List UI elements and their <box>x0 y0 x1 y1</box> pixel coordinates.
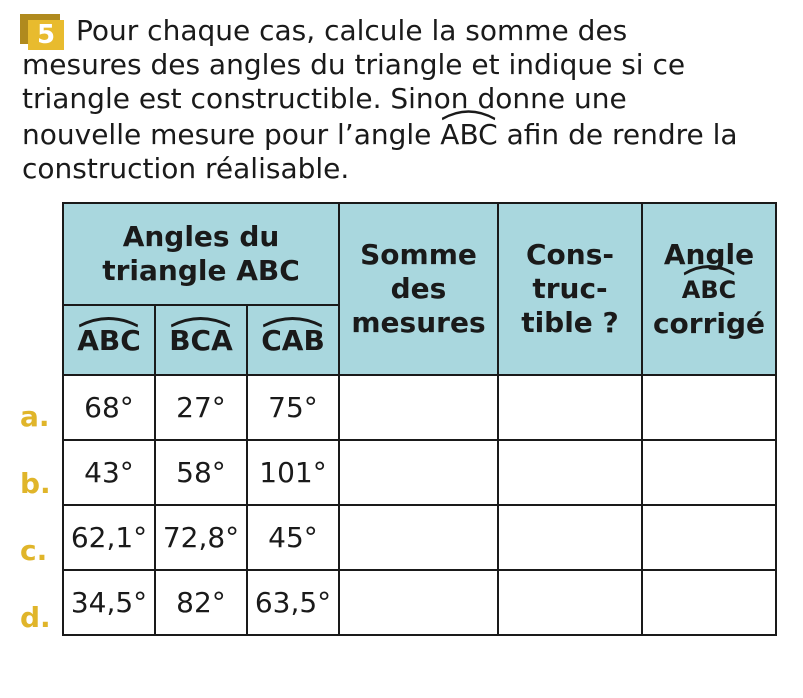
statement-line-3: triangle est constructible. Sinon donne une <box>22 82 627 115</box>
statement-line-2: mesures des angles du triangle et indique si ce <box>22 48 686 81</box>
header-corr-line1: Angle <box>663 237 755 271</box>
cell-constructible-input[interactable] <box>498 570 642 635</box>
header-cons-line2: truc- <box>532 272 608 305</box>
subheader-bca <box>155 305 247 375</box>
statement-line-5: construction réalisable. <box>22 152 350 185</box>
row-letter-c: c. <box>20 534 48 567</box>
table-row <box>63 375 776 440</box>
cell-abc: 43° <box>63 440 155 505</box>
cell-angle-corrige-input[interactable] <box>642 440 776 505</box>
subheader-bca-label: BCA <box>169 323 233 357</box>
cell-cab: 45° <box>247 505 339 570</box>
angles-table <box>62 202 777 636</box>
angle-abc-notation <box>440 118 497 152</box>
cell-somme-input[interactable] <box>339 440 498 505</box>
statement-line-1: Pour chaque cas, calcule la somme des <box>76 14 628 47</box>
exercise-statement <box>22 14 792 186</box>
cell-bca: 58° <box>155 440 247 505</box>
exercise-number: 5 <box>28 20 64 50</box>
header-cons-line3: tible ? <box>521 306 619 339</box>
header-angles <box>63 203 339 305</box>
header-corr-angle <box>682 272 736 307</box>
cell-bca: 72,8° <box>155 505 247 570</box>
cell-abc: 68° <box>63 375 155 440</box>
cell-somme-input[interactable] <box>339 570 498 635</box>
cell-somme-input[interactable] <box>339 505 498 570</box>
angle-arc-icon <box>441 108 496 120</box>
row-letter-b: b. <box>20 467 51 500</box>
row-letter-d: d. <box>20 601 51 634</box>
header-cons-line1: Cons- <box>525 238 614 271</box>
cell-constructible-input[interactable] <box>498 440 642 505</box>
angle-arc-icon <box>262 315 323 327</box>
header-somme-line2: des <box>390 272 447 305</box>
header-somme-line3: mesures <box>351 306 486 339</box>
statement-line-4-before: nouvelle mesure pour l’angle <box>22 118 432 151</box>
statement-line-4 <box>22 118 792 152</box>
angle-arc-icon <box>683 263 735 275</box>
table-row <box>63 440 776 505</box>
cell-somme-input[interactable] <box>339 375 498 440</box>
header-somme <box>339 203 498 375</box>
cell-abc: 62,1° <box>63 505 155 570</box>
angle-abc-label: ABC <box>440 118 498 151</box>
angle-arc-icon <box>78 315 139 327</box>
cell-angle-corrige-input[interactable] <box>642 505 776 570</box>
subheader-abc-label: ABC <box>77 323 141 357</box>
header-angles-line1: Angles du <box>122 220 280 253</box>
subheader-abc <box>63 305 155 375</box>
header-somme-line1: Somme <box>360 238 477 271</box>
header-corr-line3: corrigé <box>652 306 766 340</box>
cell-constructible-input[interactable] <box>498 505 642 570</box>
table-row <box>63 570 776 635</box>
subheader-abc-notation <box>77 324 141 357</box>
cell-abc: 34,5° <box>63 570 155 635</box>
cell-angle-corrige-input[interactable] <box>642 570 776 635</box>
cell-angle-corrige-input[interactable] <box>642 375 776 440</box>
subheader-cab-notation <box>261 324 325 357</box>
cell-cab: 63,5° <box>247 570 339 635</box>
angle-arc-icon <box>170 315 231 327</box>
subheader-bca-notation <box>169 324 233 357</box>
row-letter-a: a. <box>20 400 50 433</box>
cell-cab: 75° <box>247 375 339 440</box>
header-corr-angle-label: ABC <box>681 275 737 304</box>
statement-line-4-after: afin de rendre la <box>506 118 738 151</box>
subheader-cab <box>247 305 339 375</box>
subheader-cab-label: CAB <box>261 323 325 357</box>
header-angles-line2: triangle ABC <box>102 254 300 287</box>
cell-cab: 101° <box>247 440 339 505</box>
cell-bca: 27° <box>155 375 247 440</box>
cell-constructible-input[interactable] <box>498 375 642 440</box>
cell-bca: 82° <box>155 570 247 635</box>
header-angle-corrige <box>642 203 776 375</box>
header-constructible <box>498 203 642 375</box>
header-corr-angle-wrap <box>643 272 775 307</box>
table-row <box>63 505 776 570</box>
